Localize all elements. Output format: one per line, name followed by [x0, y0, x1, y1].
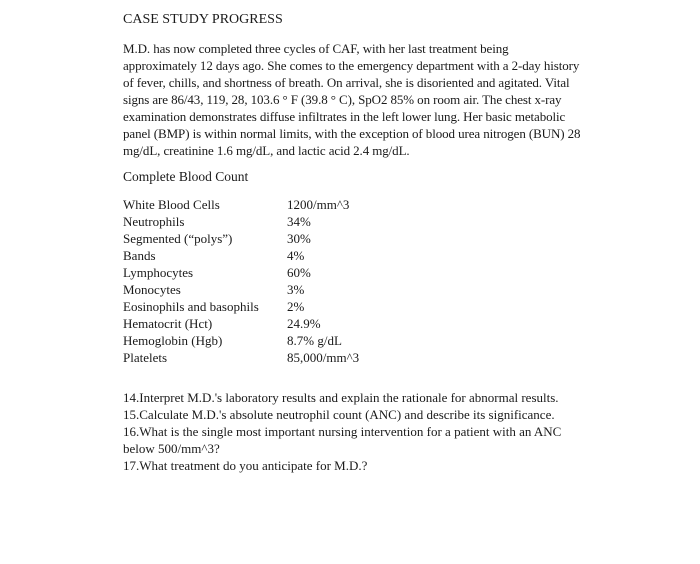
questions-list [123, 389, 623, 474]
table-row [123, 281, 359, 298]
cbc-table [123, 196, 359, 366]
case-intro-paragraph [123, 40, 623, 159]
cbc-label: Segmented (“polys”) [123, 231, 233, 246]
cbc-label: Lymphocytes [123, 265, 194, 280]
cbc-heading: Complete Blood Count [123, 169, 249, 184]
case-study-page [123, 11, 623, 474]
table-row [123, 315, 359, 332]
cbc-value: 8.7% g/dL [287, 333, 342, 348]
cbc-value: 30% [287, 231, 311, 246]
table-row [123, 247, 359, 264]
question-line: 15.Calculate M.D.'s absolute neutrophil count (ANC) and describe its significance. [123, 407, 555, 422]
cbc-label: Neutrophils [123, 214, 185, 229]
question-line: 14.Interpret M.D.'s laboratory results and explain the rationale for abnormal results. [123, 390, 559, 405]
question-line: 16.What is the single most important nursing intervention for a patient with an ANC [123, 424, 562, 439]
cbc-label: Hemoglobin (Hgb) [123, 333, 223, 348]
cbc-label: Monocytes [123, 282, 181, 297]
cbc-value: 1200/mm^3 [287, 197, 350, 212]
cbc-value: 4% [287, 248, 305, 263]
cbc-label: White Blood Cells [123, 197, 220, 212]
page-title: CASE STUDY PROGRESS [123, 12, 283, 27]
intro-line: panel (BMP) is within normal limits, with the exception of blood urea nitrogen (BUN) 28 [123, 126, 581, 141]
intro-line: M.D. has now completed three cycles of CAF, with her last treatment being [123, 41, 509, 56]
table-row [123, 298, 359, 315]
cbc-value: 60% [287, 265, 311, 280]
cbc-label: Eosinophils and basophils [123, 299, 259, 314]
intro-line: of fever, chills, and shortness of breath. On arrival, she is disoriented and agitated. Vital [123, 75, 570, 90]
intro-line: mg/dL, creatinine 1.6 mg/dL, and lactic acid 2.4 mg/dL. [123, 143, 410, 158]
table-row [123, 264, 359, 281]
cbc-label: Platelets [123, 350, 168, 365]
question-line: below 500/mm^3? [123, 441, 220, 456]
cbc-value: 3% [287, 282, 305, 297]
table-row [123, 349, 359, 366]
table-row [123, 213, 359, 230]
question-line: 17.What treatment do you anticipate for M.D.? [123, 458, 368, 473]
table-row [123, 230, 359, 247]
cbc-label: Bands [123, 248, 156, 263]
cbc-value: 85,000/mm^3 [287, 350, 360, 365]
intro-line: approximately 12 days ago. She comes to the emergency department with a 2-day history [123, 58, 580, 73]
intro-line: examination demonstrates diffuse infiltrates in the left lower lung. Her basic metabolic [123, 109, 566, 124]
intro-line: signs are 86/43, 119, 28, 103.6 ° F (39.8 ° C), SpO2 85% on room air. The chest x-ray [123, 92, 562, 107]
cbc-label: Hematocrit (Hct) [123, 316, 213, 331]
table-row [123, 196, 359, 213]
cbc-value: 34% [287, 214, 311, 229]
table-row [123, 332, 359, 349]
cbc-value: 2% [287, 299, 305, 314]
cbc-value: 24.9% [287, 316, 321, 331]
